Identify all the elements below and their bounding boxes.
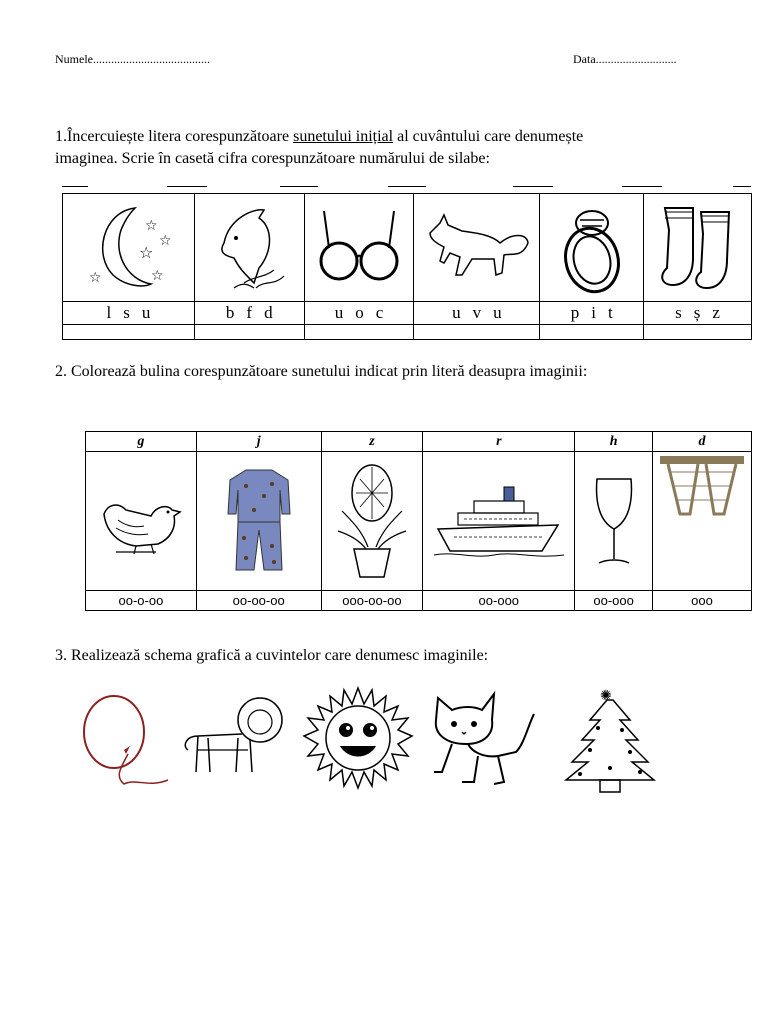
pajamas-picture [196,452,321,591]
letters-cell [63,302,195,325]
ring-picture [540,194,644,302]
letter-option[interactable]: t [607,303,613,322]
letter-option[interactable]: f [246,303,253,322]
letter-option[interactable]: u [452,303,461,322]
svg-text:☆: ☆ [145,218,158,234]
sun-picture [302,684,414,792]
letter-option[interactable]: p [570,303,580,322]
glasses-icon [314,203,404,293]
exercise1-table [62,193,752,340]
sun-icon [302,684,414,792]
syllable-dots[interactable]: oo-o-oo [86,591,197,611]
letter-option[interactable]: u [493,303,502,322]
letter-option[interactable]: u [141,303,151,322]
svg-text:☆: ☆ [159,233,172,249]
dolphin-picture [194,194,304,302]
syllable-count-box[interactable] [194,325,304,340]
ship-icon [434,481,564,561]
bridge-icon [660,452,744,516]
exercise3-instruction: 3. Realizează schema grafică a cuvintelor care denumesc imaginile: [55,647,489,664]
svg-text:☆: ☆ [89,270,102,286]
target-letter: j [196,432,321,452]
letters-cell [304,302,414,325]
name-field[interactable]: Numele....................................... [55,52,210,66]
christmas-tree-picture [560,684,660,796]
lion-picture [178,690,288,780]
letter-option[interactable]: s [123,303,130,322]
cat-icon [428,686,540,792]
pajamas-icon [224,466,294,576]
balloon-picture [76,680,176,795]
letters-cell [194,302,304,325]
letter-option[interactable]: b [225,303,235,322]
exercise2-table [85,431,752,611]
socks-icon [653,200,743,295]
wine-glass-icon [589,471,639,571]
letters-cell [644,302,752,325]
syllable-dots[interactable]: oo-oo-oo [196,591,321,611]
letter-option[interactable]: v [472,303,482,322]
target-letter: g [86,432,197,452]
letter-option[interactable]: u [334,303,344,322]
christmas-tree-icon [560,684,660,796]
glasses-picture [304,194,414,302]
hen-picture [86,452,197,591]
lion-icon [178,690,288,780]
svg-text:☆: ☆ [151,268,164,284]
fox-icon [422,203,532,293]
syllable-count-box[interactable] [540,325,644,340]
exercise1-instruction: 1.Încercuiește litera corespunzătoare sunetului inițial al cuvântului care denumește imaginea. Scrie în casetă cifra corespunzătoare numărului de silabe: [55,128,584,167]
balloon-icon [76,680,176,795]
letter-option[interactable]: l [106,303,112,322]
moon-icon [73,200,183,295]
letter-option[interactable]: d [264,303,273,322]
svg-text:✺: ✺ [600,688,612,704]
svg-text:☆: ☆ [139,243,154,262]
target-letter: d [653,432,752,452]
target-letter: r [423,432,575,452]
syllable-count-box[interactable] [414,325,540,340]
letter-option[interactable]: s [675,303,682,322]
letter-option[interactable]: c [375,303,384,322]
syllable-count-box[interactable] [63,325,195,340]
exercise2-instruction: 2. Colorează bulina corespunzătoare sunetului indicat prin literă deasupra imaginii: [55,363,588,380]
hen-icon [96,486,186,556]
fox-picture [414,194,540,302]
viaduct-picture [653,452,752,591]
syllable-dots[interactable]: oo-ooo [575,591,653,611]
syllable-dots[interactable]: ooo-oo-oo [321,591,423,611]
cat-picture [428,686,540,792]
syllable-count-box[interactable] [644,325,752,340]
ship-picture [423,452,575,591]
target-letter: z [321,432,423,452]
letter-option[interactable]: ș [693,303,701,322]
letter-option[interactable]: i [591,303,596,322]
moon-stars-picture [63,194,195,302]
socks-picture [644,194,752,302]
ring-icon [552,198,632,298]
letters-cell [414,302,540,325]
letter-option[interactable]: z [712,303,720,322]
letters-cell [540,302,644,325]
target-letter: h [575,432,653,452]
syllable-dots[interactable]: ooo [653,591,752,611]
hyacinth-picture [321,452,423,591]
flower-icon [332,461,412,581]
glass-picture [575,452,653,591]
syllable-count-box[interactable] [304,325,414,340]
letter-option[interactable]: o [355,303,364,322]
date-field[interactable]: Data........................... [573,52,677,66]
dolphin-icon [204,198,294,298]
syllable-dots[interactable]: oo-ooo [423,591,575,611]
